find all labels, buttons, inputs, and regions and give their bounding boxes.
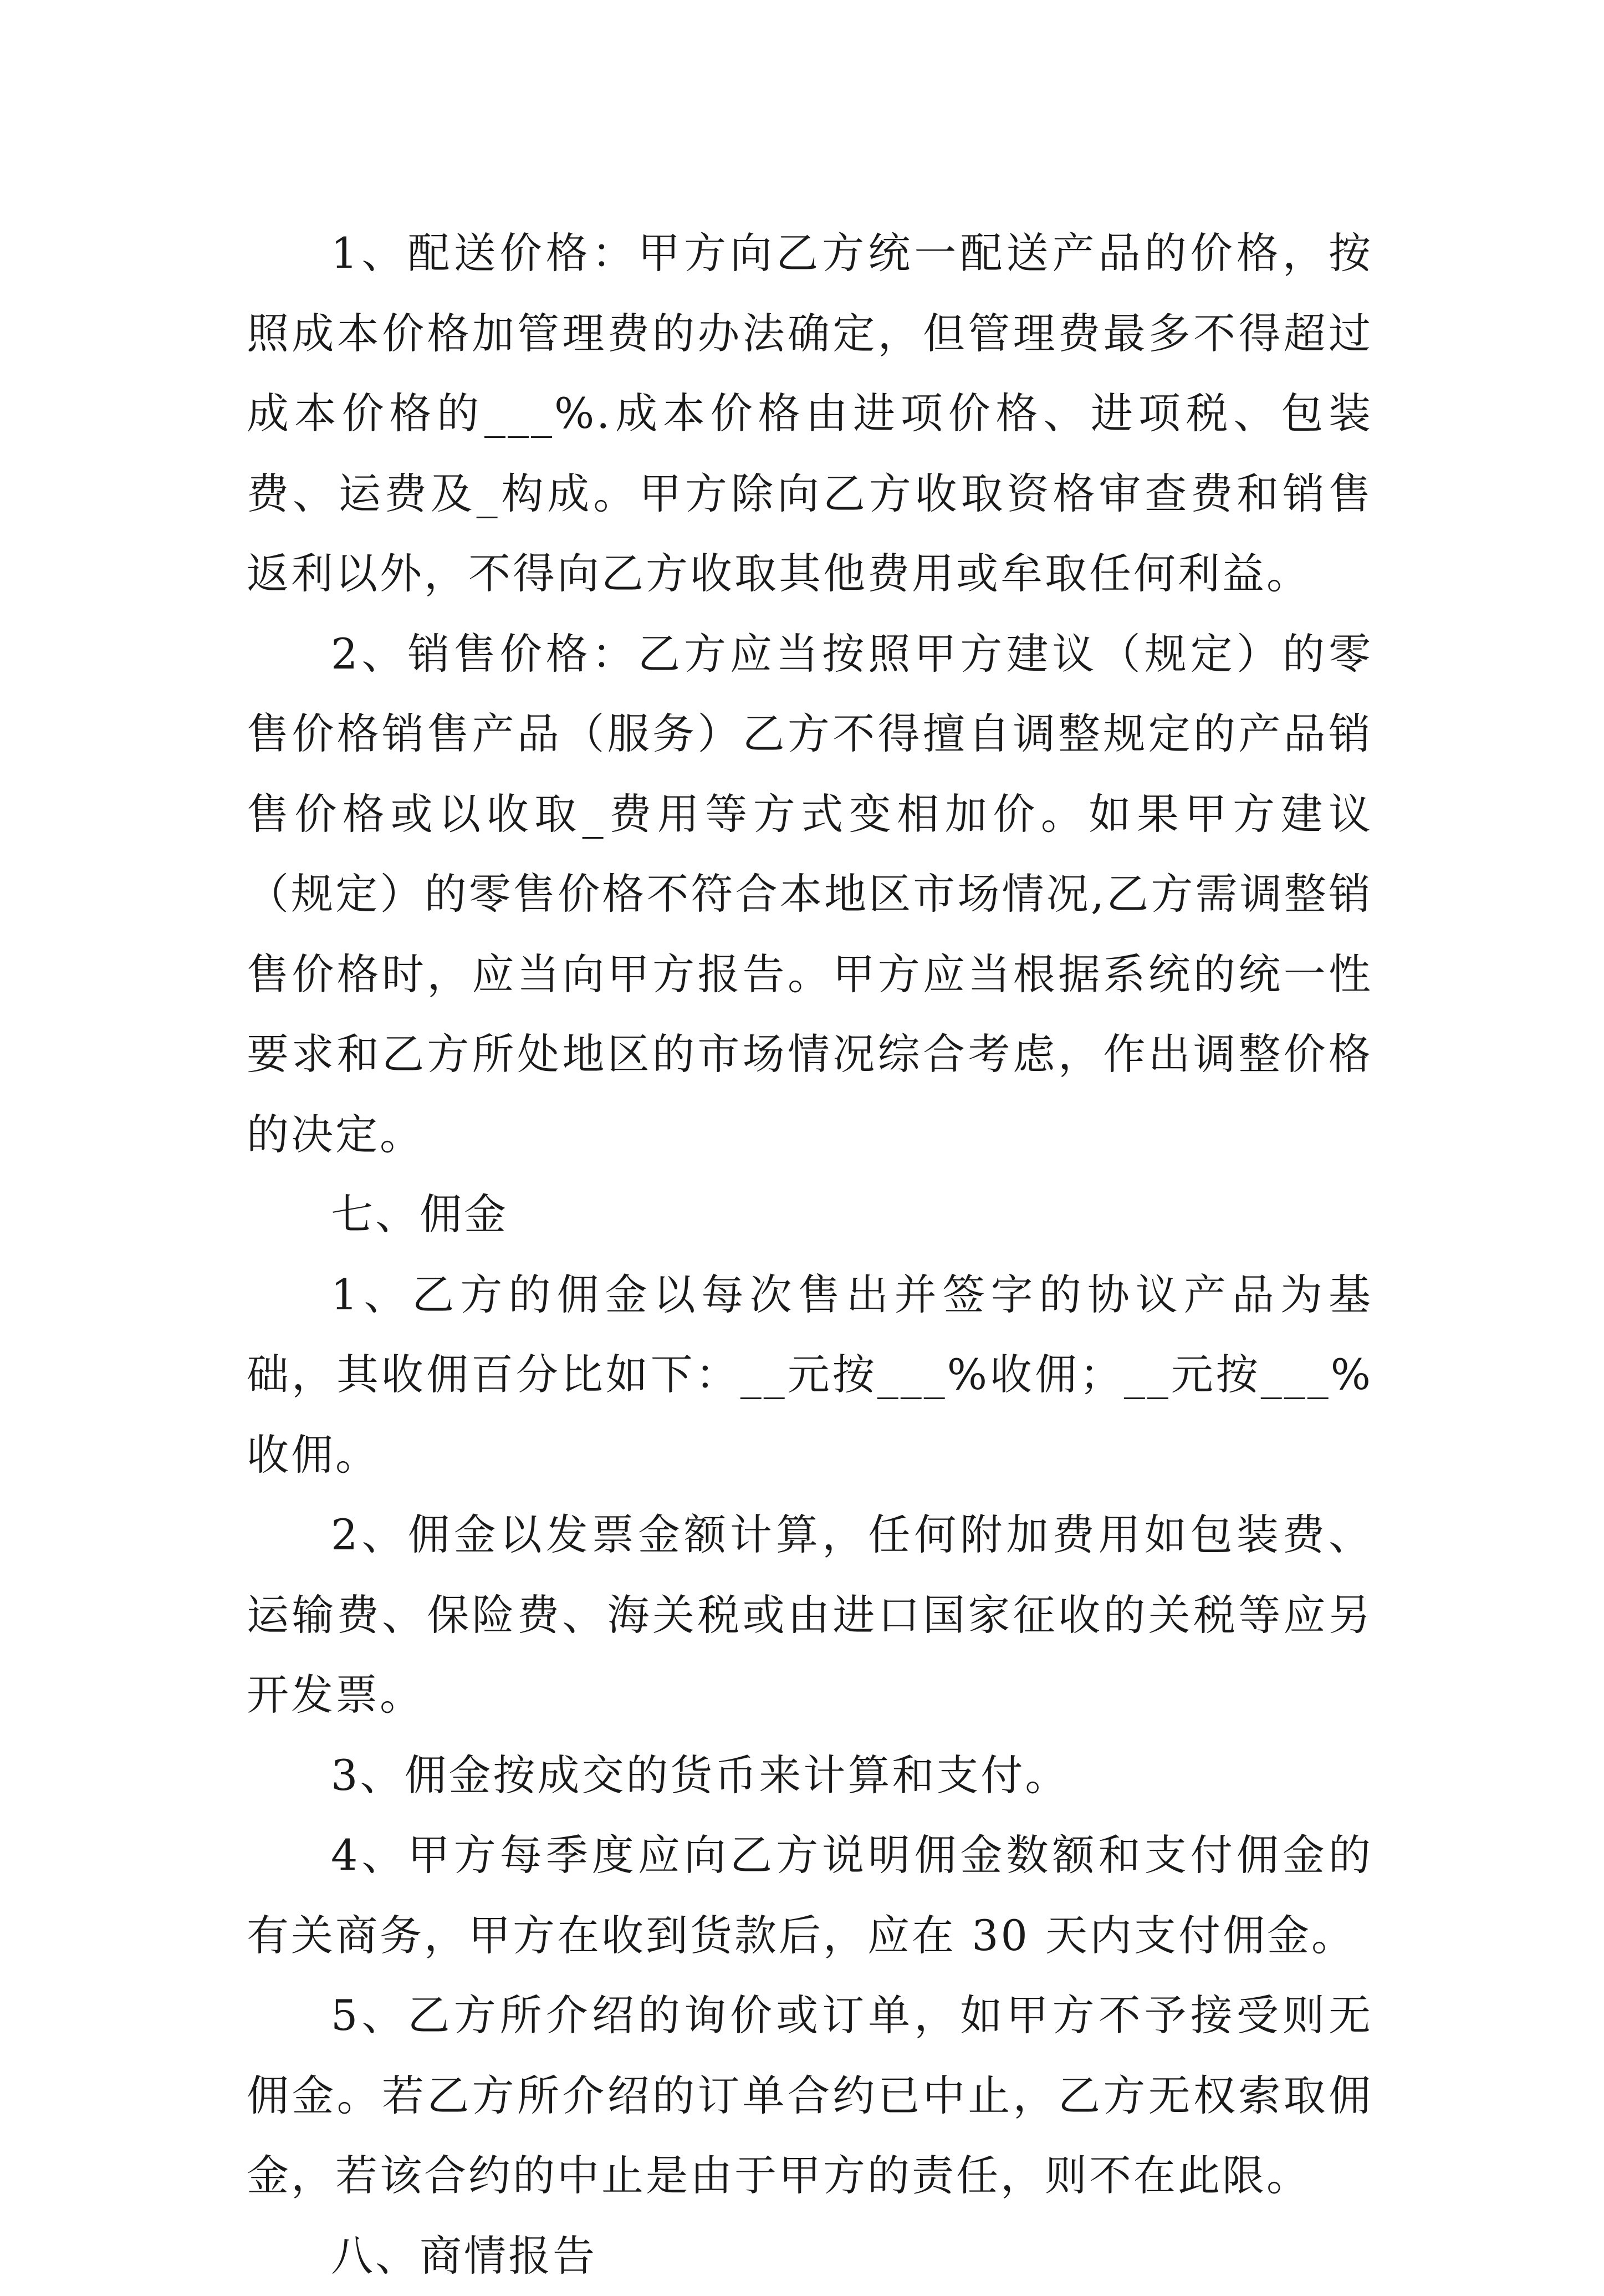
- paragraph-delivery-price: 1、配送价格：甲方向乙方统一配送产品的价格，按照成本价格加管理费的办法确定，但管理费最多不得超过成本价格的___%.成本价格由进项价格、进项税、包装费、运费及_构成。甲方除向乙方收取资格审查费和销售返利以外，不得向乙方收取其他费用或牟取任何利益。: [247, 213, 1373, 614]
- section-heading-commission: 七、佣金: [247, 1175, 1373, 1255]
- paragraph-commission-currency: 3、佣金按成交的货币来计算和支付。: [247, 1736, 1373, 1816]
- paragraph-commission-exceptions: 5、乙方所介绍的询价或订单，如甲方不予接受则无佣金。若乙方所介绍的订单合约已中止，乙方无权索取佣金，若该合约的中止是由于甲方的责任，则不在此限。: [247, 1976, 1373, 2216]
- section-heading-business-report: 八、商情报告: [247, 2216, 1373, 2296]
- document-body: [247, 213, 1373, 2296]
- paragraph-sales-price: 2、销售价格：乙方应当按照甲方建议（规定）的零售价格销售产品（服务）乙方不得擅自调整规定的产品销售价格或以收取_费用等方式变相加价。如果甲方建议（规定）的零售价格不符合本地区市场情况,乙方需调整销售价格时，应当向甲方报告。甲方应当根据系统的统一性要求和乙方所处地区的市场情况综合考虑，作出调整价格的决定。: [247, 614, 1373, 1175]
- paragraph-commission-basis: 1、乙方的佣金以每次售出并签字的协议产品为基础，其收佣百分比如下：__元按___%收佣；__元按___%收佣。: [247, 1255, 1373, 1496]
- paragraph-commission-payment: 4、甲方每季度应向乙方说明佣金数额和支付佣金的有关商务，甲方在收到货款后，应在 30 天内支付佣金。: [247, 1815, 1373, 1976]
- paragraph-commission-invoice: 2、佣金以发票金额计算，任何附加费用如包装费、运输费、保险费、海关税或由进口国家征收的关税等应另开发票。: [247, 1495, 1373, 1736]
